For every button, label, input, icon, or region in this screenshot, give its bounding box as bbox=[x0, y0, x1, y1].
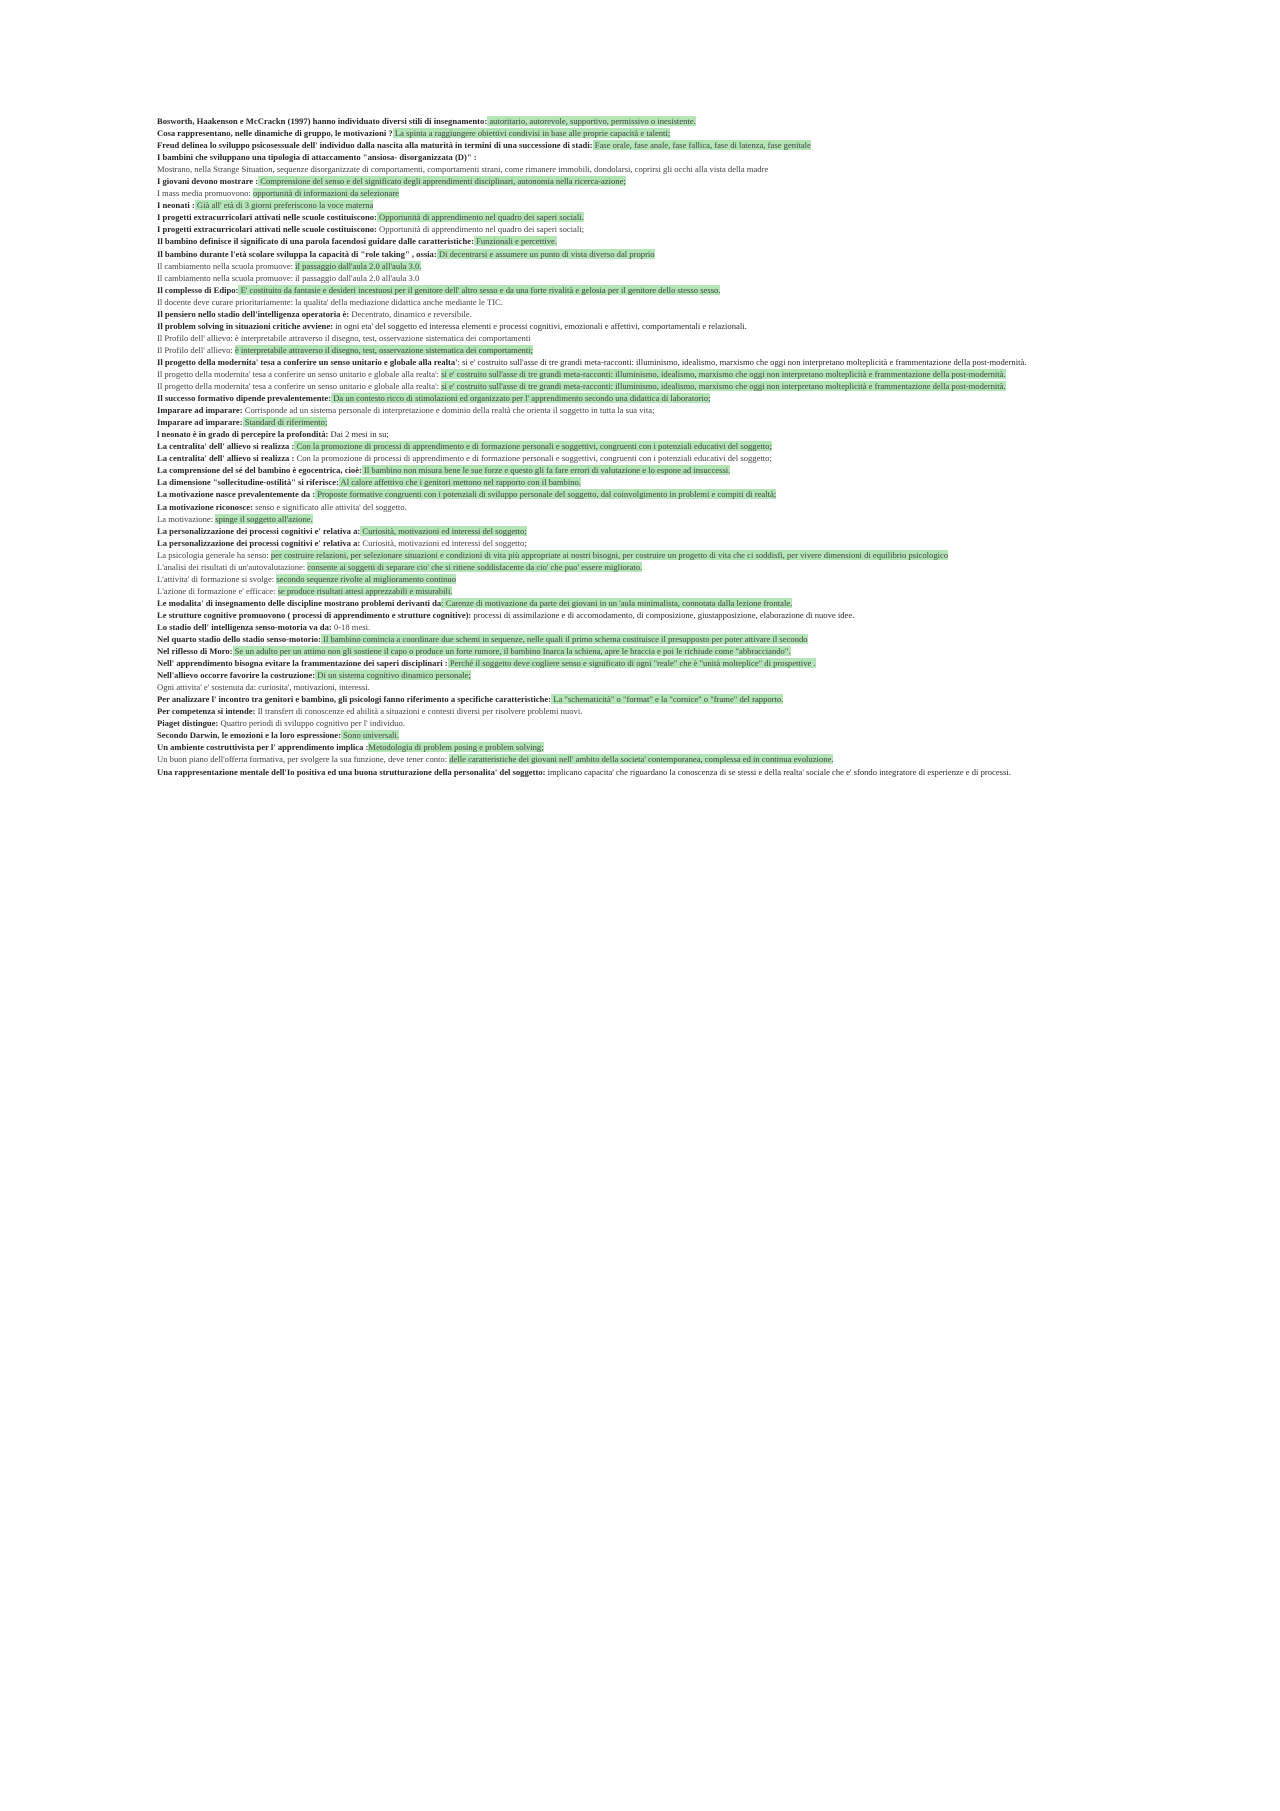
qa-line bbox=[157, 428, 1152, 440]
answer-text: : si e' costruito sull'asse di tre grandi meta-racconti: illuminismo, idealismo, marxismo che oggi non interpretano molteplicità e frammentazione della post-modernità. bbox=[457, 356, 1027, 367]
qa-line bbox=[157, 368, 1152, 380]
qa-line bbox=[157, 260, 1152, 272]
question-text: La personalizzazione dei processi cognitivi e' relativa a: bbox=[157, 525, 361, 536]
question-text: La dimensione "sollecitudine-ostilità" si riferisce: bbox=[157, 477, 339, 488]
qa-line bbox=[157, 693, 1152, 705]
answer-text: Ogni attivita' e' sostenuta da: curiosita', motivazioni, interessi. bbox=[157, 682, 370, 693]
qa-line bbox=[157, 272, 1152, 284]
qa-line bbox=[157, 717, 1152, 729]
highlighted-answer: Da un contesto ricco di stimolazioni ed organizzato per l' apprendimento secondo una didattica di laboratorio; bbox=[331, 393, 711, 404]
question-text: Lo stadio dell' intelligenza senso-motoria va da: bbox=[157, 621, 332, 632]
qa-line bbox=[157, 741, 1152, 753]
qa-line bbox=[157, 513, 1152, 525]
qa-line bbox=[157, 248, 1152, 260]
qa-line bbox=[157, 657, 1152, 669]
highlighted-answer: Di decentrarsi e assumere un punto di vista diverso dal proprio bbox=[436, 248, 655, 259]
question-text: Cosa rappresentano, nelle dinamiche di gruppo, le motivazioni ? bbox=[157, 128, 393, 139]
highlighted-answer: La "schematicità" o "format" e la "cornice" o "frame" del rapporto. bbox=[551, 694, 784, 705]
qa-line bbox=[157, 753, 1152, 765]
question-text: Il pensiero nello stadio dell'intelligenza operatoria è: bbox=[157, 308, 350, 319]
question-text: La centralita' dell' allievo si realizza : bbox=[157, 453, 295, 464]
answer-text: La motivazione: bbox=[157, 513, 216, 524]
question-text: La comprensione del sé del bambino è egocentrica, cioè: bbox=[157, 465, 362, 476]
qa-line bbox=[157, 115, 1152, 127]
highlighted-answer: si e' costruito sull'asse di tre grandi meta-racconti: illuminismo, idealismo, marxismo che oggi non interpretano molteplicità e frammentazione della post-modernità. bbox=[441, 368, 1006, 379]
qa-line bbox=[157, 139, 1152, 151]
qa-line bbox=[157, 525, 1152, 537]
qa-line bbox=[157, 404, 1152, 416]
highlighted-answer: Proposte formative congruenti con i potenziali di sviluppo personale del soggetto, dal coinvolgimento in problemi e compiti di realtà; bbox=[315, 489, 777, 500]
answer-text: Curiosità, motivazioni ed interessi del soggetto; bbox=[360, 537, 527, 548]
qa-line bbox=[157, 705, 1152, 717]
question-text: Nell' apprendimento bisogna evitare la frammentazione dei saperi disciplinari : bbox=[157, 658, 448, 669]
highlighted-answer: secondo sequenze rivolte al miglioramento continuo bbox=[276, 573, 457, 584]
qa-line bbox=[157, 380, 1152, 392]
question-text: I progetti extracurricolari attivati nelle scuole costituiscono: bbox=[157, 224, 377, 235]
question-text: Il bambino durante l'età scolare sviluppa la capacità di "role taking" , ossia: bbox=[157, 248, 437, 259]
answer-text: Il docente deve curare prioritariamente: la qualita' della mediazione didattica anche mediante le TIC. bbox=[157, 296, 503, 307]
qa-line bbox=[157, 766, 1152, 778]
question-text: Per competenza si intende: bbox=[157, 706, 256, 717]
qa-line bbox=[157, 561, 1152, 573]
highlighted-answer: Fase orale, fase anale, fase fallica, fase di latenza, fase genitale bbox=[592, 140, 811, 151]
qa-line bbox=[157, 549, 1152, 561]
qa-line bbox=[157, 476, 1152, 488]
answer-text: Quattro periodi di sviluppo cognitivo per l' individuo. bbox=[218, 718, 405, 729]
answer-text: Il progetto della modernita' tesa a conferire un senso unitario e globale alla realta': bbox=[157, 368, 442, 379]
qa-line bbox=[157, 127, 1152, 139]
qa-line bbox=[157, 488, 1152, 500]
qa-line bbox=[157, 320, 1152, 332]
qa-line bbox=[157, 308, 1152, 320]
highlighted-answer: se produce risultati attesi apprezzabili e misurabili. bbox=[277, 585, 453, 596]
question-text: Imparare ad imparare: bbox=[157, 405, 243, 416]
answer-text: La psicologia generale ha senso: bbox=[157, 549, 271, 560]
answer-text: Decentrato, dinamico e reversibile. bbox=[349, 308, 472, 319]
qa-line bbox=[157, 501, 1152, 513]
qa-line bbox=[157, 416, 1152, 428]
question-text: I neonati : bbox=[157, 200, 195, 211]
answer-text: implicano capacita' che riguardano la conoscenza di se stessi e della realta' sociale che e' sfondo integratore di esperienze e di processi. bbox=[545, 766, 1011, 777]
qa-line bbox=[157, 344, 1152, 356]
answer-text: senso e significato alle attivita' del soggetto. bbox=[252, 501, 407, 512]
highlighted-answer: Già all' età di 3 giorni preferiscono la voce materna bbox=[194, 200, 374, 211]
question-text: Un ambiente costruttivista per l' apprendimento implica : bbox=[157, 742, 369, 753]
question-text: La centralita' dell' allievo si realizza : bbox=[157, 441, 295, 452]
answer-text: Il transfert di conoscenze ed abilità a situazioni e contesti diversi per risolvere problemi nuovi. bbox=[255, 706, 583, 717]
question-text: Nel quarto stadio dello stadio senso-motorio: bbox=[157, 634, 321, 645]
qa-line bbox=[157, 645, 1152, 657]
highlighted-answer: Sono universali. bbox=[340, 730, 399, 741]
answer-text: Mostrano, nella Strange Situation, sequenze disorganizzate di comportamenti, comportamenti strani, come rimanere immobili, dondolarsi, coprirsi gli occhi alla vista della madre bbox=[157, 164, 769, 175]
highlighted-answer: delle caratteristiche dei giovani nell' ambito della societa' contemporanea, complessa ed in continua evoluzione. bbox=[449, 754, 834, 765]
qa-line bbox=[157, 464, 1152, 476]
answer-text: in ogni eta' del soggetto ed interessa elementi e processi cognitivi, emozionali e affettivi, comportamentali e relazionali. bbox=[333, 320, 747, 331]
highlighted-answer: autoritario, autorevole, supportivo, permissivo o inesistente. bbox=[487, 116, 696, 126]
qa-line bbox=[157, 223, 1152, 235]
question-text: Nel riflesso di Moro: bbox=[157, 646, 233, 657]
question-text: Piaget distingue: bbox=[157, 718, 219, 729]
qa-line bbox=[157, 332, 1152, 344]
qa-line bbox=[157, 609, 1152, 621]
question-text: Nell'allievo occorre favorire la costruzione: bbox=[157, 670, 316, 681]
highlighted-answer: è interpretabile attraverso il disegno, test, osservazione sistematica dei comportamenti; bbox=[234, 344, 533, 355]
question-text: Secondo Darwin, le emozioni e la loro espressione: bbox=[157, 730, 341, 741]
question-text: I giovani devono mostrare : bbox=[157, 176, 259, 187]
highlighted-answer: Con la promozione di processi di apprendimento e di formazione personali e soggettivi, congruenti con i potenziali educativi del soggetto; bbox=[294, 441, 772, 452]
question-text: l neonato è in grado di percepire la profondità: bbox=[157, 429, 329, 440]
qa-line bbox=[157, 537, 1152, 549]
qa-line bbox=[157, 681, 1152, 693]
answer-text: Il Profilo dell' allievo: è interpretabile attraverso il disegno, test, osservazione sistematica dei comportamenti bbox=[157, 332, 531, 343]
highlighted-answer: : Carenze di motivazione da parte dei giovani in un 'aula minimalista, connotata dalla lezione frontale. bbox=[441, 597, 793, 608]
answer-text: I mass media promuovono: bbox=[157, 188, 253, 199]
question-text: Una rappresentazione mentale dell'Io positiva ed una buona strutturazione della personalita' del soggetto: bbox=[157, 766, 546, 777]
qa-line bbox=[157, 597, 1152, 609]
qa-line bbox=[157, 284, 1152, 296]
answer-text: Corrisponde ad un sistema personale di interpretazione e dominio della realtà che orienta il soggetto in tutta la sua vita; bbox=[242, 405, 655, 416]
highlighted-answer: Il bambino non misura bene le sue forze e questo gli fa fare errori di valutazione e lo espone ad insuccessi. bbox=[361, 465, 731, 476]
question-text: I progetti extracurricolari attivati nelle scuole costituiscono: bbox=[157, 212, 377, 223]
question-text: Freud delinea lo sviluppo psicosessuale dell' individuo dalla nascita alla maturità in termini di una successione di stadi: bbox=[157, 140, 593, 151]
highlighted-answer: spinge il soggetto all'azione. bbox=[215, 513, 313, 524]
qa-line bbox=[157, 356, 1152, 368]
highlighted-answer: il passaggio dall'aula 2.0 all'aula 3.0. bbox=[295, 260, 422, 271]
qa-line bbox=[157, 440, 1152, 452]
question-text: Imparare ad imparare: bbox=[157, 417, 243, 428]
highlighted-answer: consente ai soggetti di separare cio' che si ritiene soddisfacente da cio' che puo' essere migliorato. bbox=[307, 561, 643, 572]
question-text: Il progetto della modernita' tesa a conferire un senso unitario e globale alla realta' bbox=[157, 356, 458, 367]
qa-line bbox=[157, 621, 1152, 633]
highlighted-answer: Al calore affettivo che i genitori mettono nel rapporto con il bambino. bbox=[338, 477, 581, 488]
qa-line bbox=[157, 633, 1152, 645]
document-page bbox=[157, 115, 1152, 778]
qa-line bbox=[157, 669, 1152, 681]
answer-text: Il cambiamento nella scuola promuove: il passaggio dall'aula 2.0 all'aula 3.0 bbox=[157, 272, 420, 283]
qa-line bbox=[157, 199, 1152, 211]
answer-text: L'azione di formazione e' efficace: bbox=[157, 585, 278, 596]
question-text: Il successo formativo dipende prevalentemente: bbox=[157, 393, 332, 404]
qa-line bbox=[157, 296, 1152, 308]
highlighted-answer: Comprensione del senso e del significato degli apprendimenti disciplinari, autonomia nella ricerca-azione; bbox=[258, 176, 626, 187]
highlighted-answer: Standard di riferimento; bbox=[242, 417, 328, 428]
qa-line bbox=[157, 175, 1152, 187]
question-text: Il problem solving in situazioni critiche avviene: bbox=[157, 320, 334, 331]
qa-line bbox=[157, 585, 1152, 597]
highlighted-answer: si e' costruito sull'asse di tre grandi meta-racconti: illuminismo, idealismo, marxismo che oggi non interpretano molteplicità e frammentazione della post-modernità. bbox=[441, 381, 1006, 392]
qa-line bbox=[157, 211, 1152, 223]
highlighted-answer: per costruire relazioni, per selezionare situazioni e condizioni di vita più appropriate ai nostri bisogni, per costruire un progetto di vita che ci soddisfi, per vivere dimensioni di equilibrio psicologico bbox=[270, 549, 949, 560]
highlighted-answer: E' costituito da fantasie e desideri incestuosi per il genitore dell' altro sesso e da una forte rivalità e gelosia per il genitore dello stesso sesso. bbox=[238, 284, 721, 295]
question-text: Le modalita' di insegnamento delle discipline mostrano problemi derivanti da bbox=[157, 597, 442, 608]
qa-line bbox=[157, 235, 1152, 247]
qa-line bbox=[157, 392, 1152, 404]
answer-text: Opportunità di apprendimento nel quadro dei saperi sociali; bbox=[376, 224, 585, 235]
answer-text: L'attivita' di formazione si svolge: bbox=[157, 573, 277, 584]
qa-line bbox=[157, 163, 1152, 175]
question-text: La motivazione nasce prevalentemente da : bbox=[157, 489, 316, 500]
highlighted-answer: Metodologia di problem posing e problem solving; bbox=[368, 742, 544, 753]
question-text: I bambini che sviluppano una tipologia di attaccamento "ansiosa- disorganizzata (D)" : bbox=[157, 152, 477, 163]
question-text: La personalizzazione dei processi cognitivi e' relativa a: bbox=[157, 537, 361, 548]
qa-line bbox=[157, 729, 1152, 741]
question-text: Le strutture cognitive promuovono ( processi di apprendimento e strutture cognitive): bbox=[157, 609, 472, 620]
answer-text: 0-18 mesi. bbox=[331, 621, 371, 632]
highlighted-answer: Perché il soggetto deve cogliere senso e significato di ogni "reale" che è "unità molteplice" di prospettive . bbox=[447, 658, 816, 669]
answer-text: Il Profilo dell' allievo: bbox=[157, 344, 235, 355]
highlighted-answer: Di un sistema cognitivo dinamico personale; bbox=[315, 670, 471, 681]
question-text: Il complesso di Edipo: bbox=[157, 284, 239, 295]
highlighted-answer: Funzionali e percettive. bbox=[473, 236, 557, 247]
highlighted-answer: Il bambino comincia a coordinare due schemi in sequenze, nelle quali il primo schema costituisce il presupposto per poter attivare il secondo bbox=[321, 634, 808, 645]
question-text: La motivazione riconosce: bbox=[157, 501, 253, 512]
highlighted-answer: La spinta a raggiungere obiettivi condivisi in base alle proprie capacità e talenti; bbox=[392, 128, 671, 139]
question-text: Bosworth, Haakenson e McCrackn (1997) hanno individuato diversi stili di insegnamento: bbox=[157, 116, 488, 126]
answer-text: L'analisi dei risultati di un'autovalutazione: bbox=[157, 561, 308, 572]
answer-text: Un buon piano dell'offerta formativa, per svolgere la sua funzione, deve tener conto: bbox=[157, 754, 450, 765]
answer-text: processi di assimilazione e di accomodamento, di composizione, giustapposizione, elaborazione di nuove idee. bbox=[471, 609, 855, 620]
answer-text: Dai 2 mesi in su; bbox=[328, 429, 389, 440]
answer-text: Con la promozione di processi di apprendimento e di formazione personali e soggettivi, congruenti con i potenziali educativi del soggetto; bbox=[294, 453, 772, 464]
qa-line bbox=[157, 187, 1152, 199]
qa-line bbox=[157, 151, 1152, 163]
question-text: Per analizzare l' incontro tra genitori e bambino, gli psicologi fanno riferimento a specifiche caratteristiche: bbox=[157, 694, 552, 705]
highlighted-answer: Opportunità di apprendimento nel quadro dei saperi sociali. bbox=[376, 212, 584, 223]
highlighted-answer: Se un adulto per un attimo non gli sostiene il capo o produce un forte rumore, il bambino Inarca la schiena, apre le braccia e poi le richiude come "abbracciando". bbox=[232, 646, 791, 657]
answer-text: Il progetto della modernita' tesa a conferire un senso unitario e globale alla realta': bbox=[157, 381, 442, 392]
qa-line bbox=[157, 452, 1152, 464]
highlighted-answer: Curiosità, motivazioni ed interessi del soggetto; bbox=[360, 525, 527, 536]
answer-text: Il cambiamento nella scuola promuove: bbox=[157, 260, 296, 271]
question-text: Il bambino definisce il significato di una parola facendosi guidare dalle caratteristiche: bbox=[157, 236, 474, 247]
highlighted-answer: opportunità di informazioni da selezionare bbox=[252, 188, 399, 199]
qa-line bbox=[157, 573, 1152, 585]
